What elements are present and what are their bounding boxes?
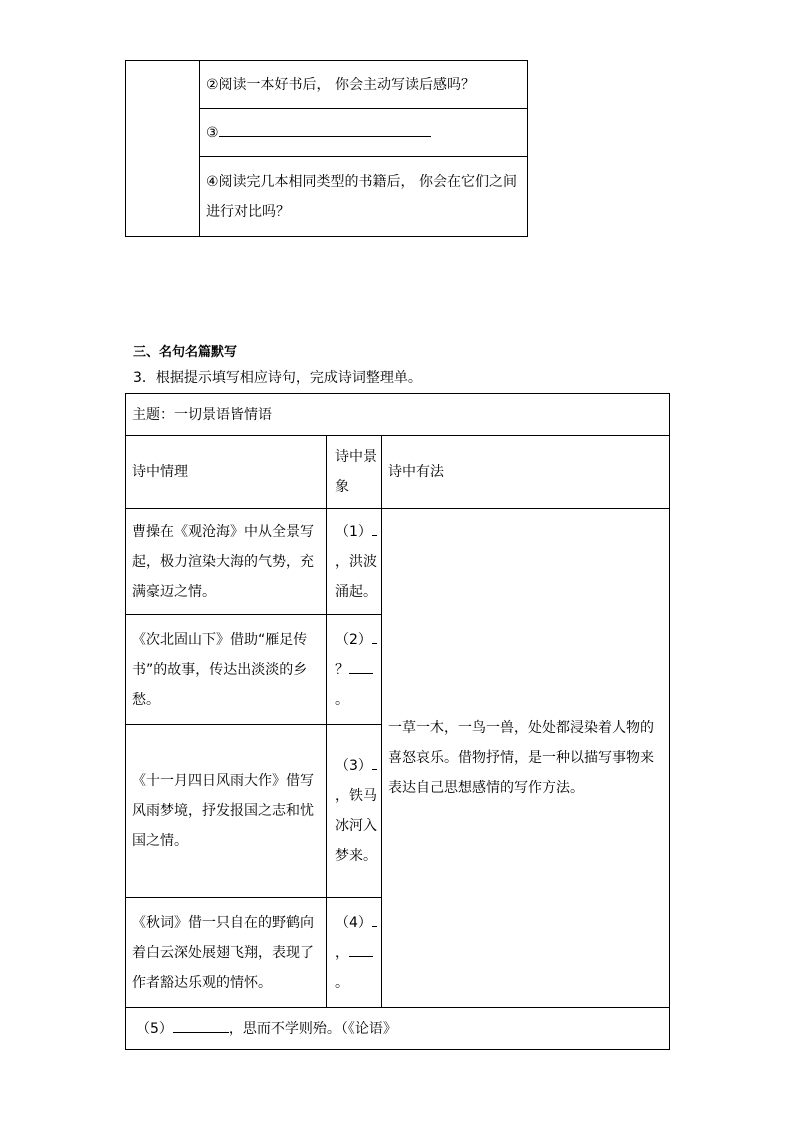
row3-col2 xyxy=(327,725,382,898)
row1-blank[interactable] xyxy=(372,519,377,536)
row3-num: （3） xyxy=(335,758,372,774)
row2-mid: ？ xyxy=(335,661,349,678)
row4-blank-1[interactable] xyxy=(372,910,377,927)
footer-blank[interactable] xyxy=(173,1016,229,1033)
row4-col2 xyxy=(327,898,382,1008)
header-col1: 诗中情理 xyxy=(126,436,327,509)
survey-row-2: ②阅读一本好书后， 你会主动写读后感吗？ xyxy=(200,61,528,109)
survey-empty-cell xyxy=(126,61,200,237)
method-cell: 一草一木，一鸟一兽，处处都浸染着人物的喜怒哀乐。借物抒情，是一种以描写事物来表达自己思想感情的写作方法。 xyxy=(382,509,670,1008)
survey-row-3 xyxy=(200,109,528,157)
row1-num: （1） xyxy=(335,523,372,540)
question-text: 3．根据提示填写相应诗句，完成诗词整理单。 xyxy=(133,370,422,386)
section-title: 三、名句名篇默写 xyxy=(133,345,238,360)
row3-tail: ，铁马冰河入梦来。 xyxy=(335,788,377,864)
row3-blank[interactable] xyxy=(372,753,377,770)
row1-col2 xyxy=(327,509,382,615)
row4-col1: 《秋词》借一只自在的野鹤向着白云深处展翅飞翔，表现了作者豁达乐观的情怀。 xyxy=(126,898,327,1008)
row2-col1: 《次北固山下》借助“雁足传书”的故事，传达出淡淡的乡愁。 xyxy=(126,615,327,725)
footer-num: （5） xyxy=(136,1020,173,1037)
poem-table xyxy=(125,393,670,1050)
row2-blank-2[interactable] xyxy=(349,657,373,674)
survey-table xyxy=(125,60,528,237)
row4-num: （4） xyxy=(335,914,372,931)
survey-row-4: ④阅读完几本相同类型的书籍后， 你会在它们之间进行对比吗？ xyxy=(200,157,528,237)
row2-num: （2） xyxy=(335,631,372,648)
row2-tail: 。 xyxy=(335,691,349,708)
header-col3: 诗中有法 xyxy=(382,436,670,509)
row3-col1: 《十一月四日风雨大作》借写风雨梦境，抒发报国之志和忧国之情。 xyxy=(126,725,327,898)
row1-col1: 曹操在《观沧海》中从全景写起，极力渲染大海的气势，充满豪迈之情。 xyxy=(126,509,327,615)
footer-cell xyxy=(126,1008,670,1050)
row2-col2 xyxy=(327,615,382,725)
row2-blank-1[interactable] xyxy=(372,627,377,644)
row1-tail: ，洪波涌起。 xyxy=(335,553,377,600)
footer-tail: ，思而不学则殆。（《论语》 xyxy=(228,1020,397,1037)
row4-tail: 。 xyxy=(335,974,349,991)
header-col2: 诗中景象 xyxy=(327,436,382,509)
row4-blank-2[interactable] xyxy=(349,940,373,957)
survey-row-3-blank[interactable] xyxy=(219,120,431,137)
survey-row-3-prefix: ③ xyxy=(206,124,219,141)
theme-cell: 主题：一切景语皆情语 xyxy=(126,394,670,436)
row4-mid: ， xyxy=(335,944,349,961)
